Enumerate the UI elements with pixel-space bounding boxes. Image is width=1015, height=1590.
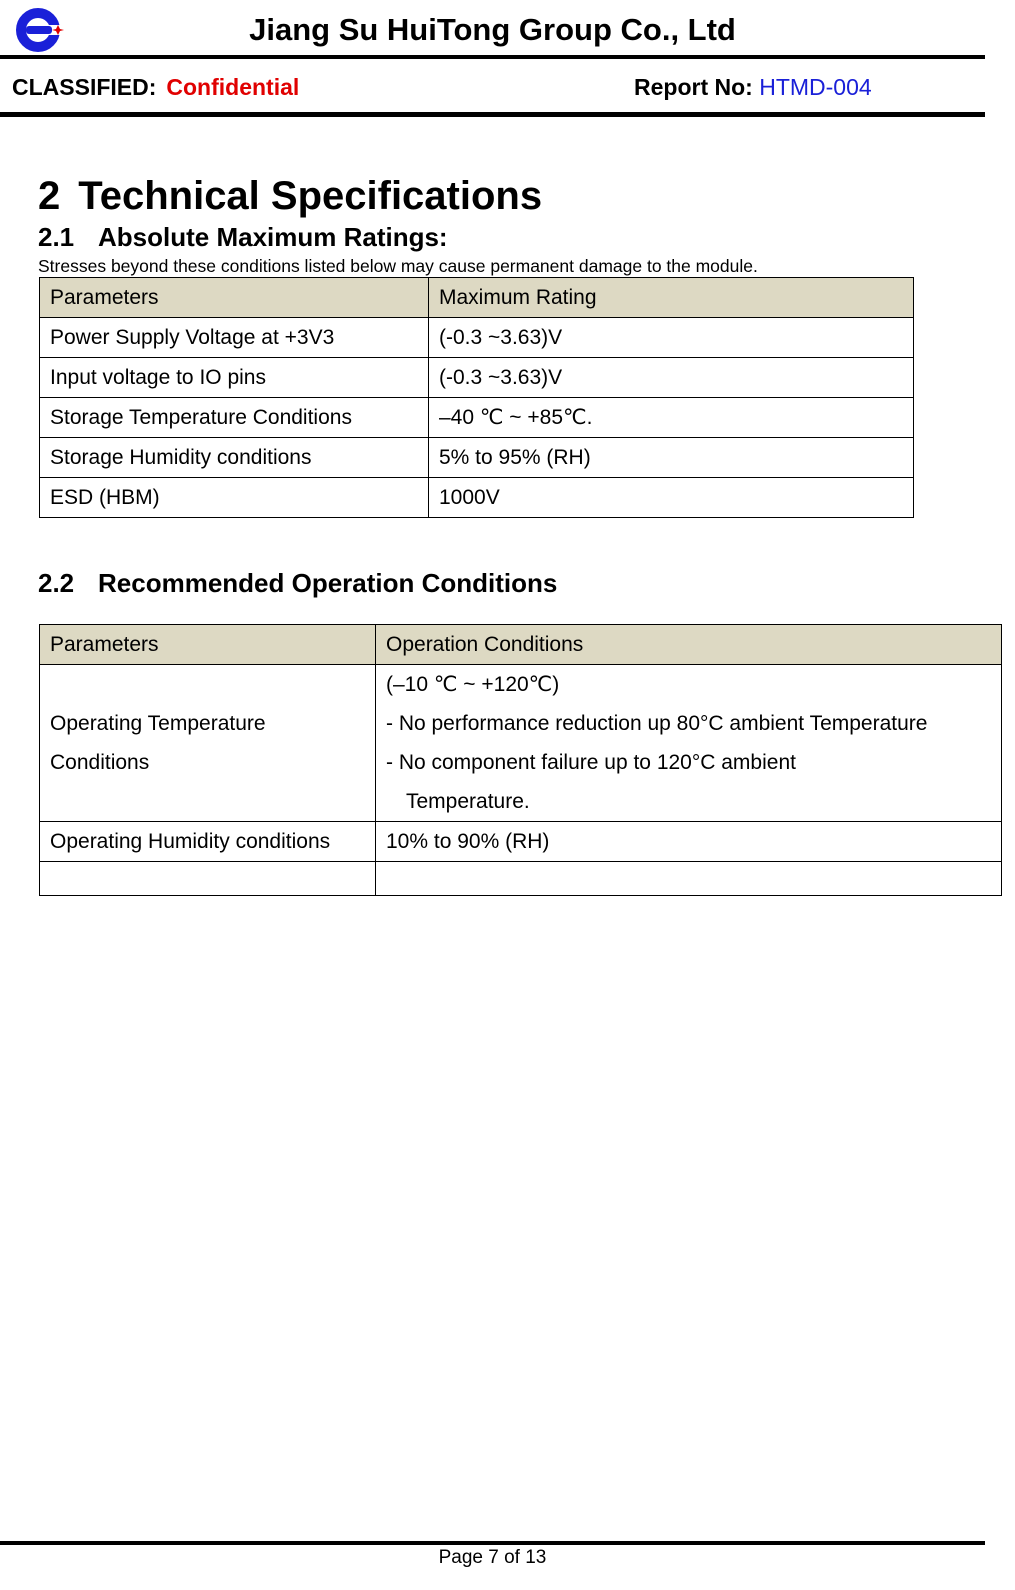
value-cell: 5% to 95% (RH) bbox=[429, 438, 914, 478]
subsection-number-2-2: 2.2 bbox=[38, 568, 75, 598]
company-name: Jiang Su HuiTong Group Co., Ltd bbox=[249, 12, 736, 47]
subsection-title-2-1: Absolute Maximum Ratings: bbox=[98, 222, 448, 252]
param-line: Conditions bbox=[50, 751, 150, 774]
subsection-heading-2-1 bbox=[38, 222, 448, 253]
param-cell bbox=[40, 665, 376, 822]
param-cell: Operating Humidity conditions bbox=[40, 822, 376, 862]
table-header-row bbox=[40, 625, 1002, 665]
table-row bbox=[40, 665, 1002, 822]
condition-line: Temperature. bbox=[406, 790, 530, 813]
table-row bbox=[40, 478, 914, 518]
absolute-max-ratings-table bbox=[39, 277, 914, 518]
param-line: Operating Temperature bbox=[50, 712, 266, 735]
table-header-row bbox=[40, 278, 914, 318]
classification bbox=[12, 74, 299, 101]
subsection-number-2-1: 2.1 bbox=[38, 222, 75, 252]
subsection-title-2-2: Recommended Operation Conditions bbox=[98, 568, 558, 598]
table-row bbox=[40, 358, 914, 398]
table-row bbox=[40, 438, 914, 478]
table-row-empty bbox=[40, 862, 1002, 896]
table-row bbox=[40, 318, 914, 358]
page-number: Page 7 of 13 bbox=[438, 1547, 547, 1568]
table-row bbox=[40, 398, 914, 438]
value-cell: 1000V bbox=[429, 478, 914, 518]
param-cell: Storage Humidity conditions bbox=[40, 438, 429, 478]
param-cell: Input voltage to IO pins bbox=[40, 358, 429, 398]
section-title: Technical Specifications bbox=[78, 174, 543, 218]
header-rule-top bbox=[0, 55, 985, 59]
report-number bbox=[634, 74, 872, 101]
value-cell bbox=[376, 665, 1002, 822]
report-label: Report No: bbox=[634, 74, 753, 100]
param-cell: Storage Temperature Conditions bbox=[40, 398, 429, 438]
header-parameters: Parameters bbox=[40, 278, 429, 318]
param-cell: Power Supply Voltage at +3V3 bbox=[40, 318, 429, 358]
param-cell: ESD (HBM) bbox=[40, 478, 429, 518]
value-cell: –40 ℃ ~ +85℃. bbox=[429, 398, 914, 438]
header-parameters: Parameters bbox=[40, 625, 376, 665]
section-number: 2 bbox=[38, 174, 61, 218]
empty-cell bbox=[376, 862, 1002, 896]
header-operation-conditions: Operation Conditions bbox=[376, 625, 1002, 665]
condition-line: - No performance reduction up 80°C ambient Temperature bbox=[386, 712, 928, 735]
value-cell: (-0.3 ~3.63)V bbox=[429, 358, 914, 398]
classified-value: Confidential bbox=[166, 74, 300, 100]
subsection-heading-2-2 bbox=[38, 568, 557, 599]
value-cell: (-0.3 ~3.63)V bbox=[429, 318, 914, 358]
operation-conditions-table bbox=[39, 624, 1002, 896]
section-heading bbox=[38, 174, 542, 219]
condition-line: (–10 ℃ ~ +120℃) bbox=[386, 673, 560, 696]
value-cell: 10% to 90% (RH) bbox=[376, 822, 1002, 862]
table-row bbox=[40, 822, 1002, 862]
classified-label: CLASSIFIED: bbox=[12, 74, 157, 100]
condition-line: - No component failure up to 120°C ambient bbox=[386, 751, 796, 774]
header-maximum-rating: Maximum Rating bbox=[429, 278, 914, 318]
stress-note: Stresses beyond these conditions listed below may cause permanent damage to the module. bbox=[38, 256, 758, 276]
report-value: HTMD-004 bbox=[759, 74, 872, 100]
header-rule-bottom bbox=[0, 112, 985, 117]
footer-rule bbox=[0, 1541, 985, 1545]
empty-cell bbox=[40, 862, 376, 896]
